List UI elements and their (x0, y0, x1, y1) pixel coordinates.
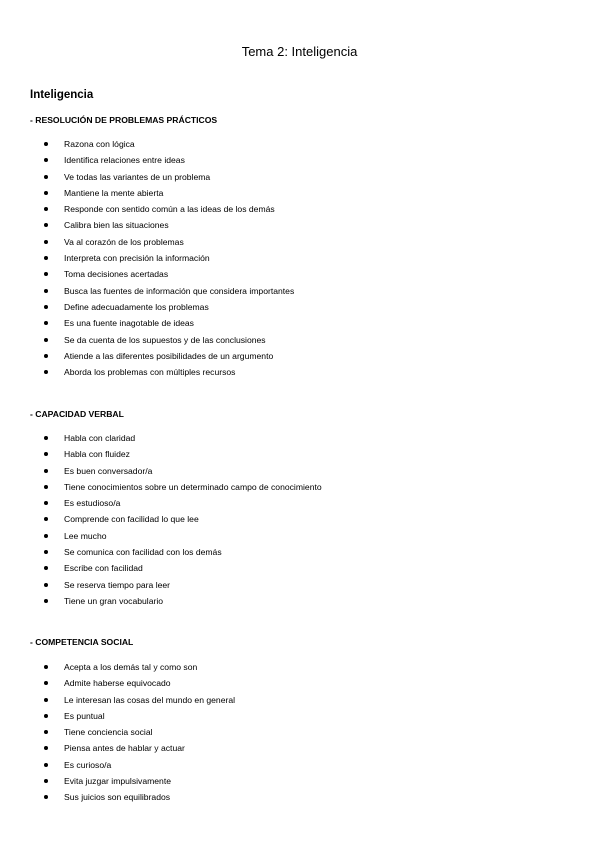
list-item (44, 169, 294, 185)
bullet-icon (44, 485, 48, 489)
list-item (44, 528, 322, 544)
bullet-icon (44, 681, 48, 685)
list-item (44, 234, 294, 250)
section-title-verbal: - CAPACIDAD VERBAL (30, 409, 124, 419)
bullet-icon (44, 272, 48, 276)
list-item-text: Tiene conciencia social (64, 727, 153, 738)
section-heading: Inteligencia (30, 89, 94, 101)
bullet-icon (44, 289, 48, 293)
list-item-text: Lee mucho (64, 530, 107, 541)
bullet-icon (44, 795, 48, 799)
section-title-social: - COMPETENCIA SOCIAL (30, 637, 134, 647)
bullet-icon (44, 223, 48, 227)
bullet-icon (44, 142, 48, 146)
list-item-text: Es una fuente inagotable de ideas (64, 318, 194, 329)
bullet-icon (44, 469, 48, 473)
bullet-icon (44, 158, 48, 162)
list-item (44, 495, 322, 511)
list-item-text: Se da cuenta de los supuestos y de las conclusiones (64, 334, 266, 345)
bullet-icon (44, 665, 48, 669)
bullet-icon (44, 550, 48, 554)
bullet-icon (44, 370, 48, 374)
document-title: Tema 2: Inteligencia (241, 44, 358, 59)
bullet-icon (44, 305, 48, 309)
list-item-text: Razona con lógica (64, 139, 135, 149)
list-item (44, 577, 322, 593)
list-item-text: Mantiene la mente abierta (64, 187, 164, 198)
bullet-icon (44, 698, 48, 702)
list-item-text: Es buen conversador/a (64, 465, 153, 476)
list-item-text: Tiene un gran vocabulario (64, 595, 164, 606)
list-item-text: Sus juicios son equilibrados (64, 792, 171, 803)
list-item-text: Identifica relaciones entre ideas (64, 155, 185, 166)
list-item (44, 430, 322, 446)
list-item (44, 544, 322, 560)
list-item-text: Ve todas las variantes de un problema (64, 171, 211, 182)
bullet-icon (44, 583, 48, 587)
list-item (44, 789, 235, 805)
list-item (44, 283, 294, 299)
list-item (44, 217, 294, 233)
bullet-icon (44, 338, 48, 342)
list-item (44, 708, 235, 724)
list-item-text: Escribe con facilidad (64, 563, 143, 574)
bullet-icon (44, 534, 48, 538)
list-item (44, 348, 294, 364)
list-verbal (44, 430, 322, 609)
list-item-text: Se reserva tiempo para leer (64, 579, 171, 590)
list-item-text: Es estudioso/a (64, 498, 121, 509)
bullet-icon (44, 779, 48, 783)
list-item (44, 724, 235, 740)
bullet-icon (44, 763, 48, 767)
list-item (44, 773, 235, 789)
list-item (44, 659, 235, 675)
list-item (44, 299, 294, 315)
list-item-text: Define adecuadamente los problemas (64, 301, 209, 312)
list-item-text: Comprende con facilidad lo que lee (64, 514, 199, 525)
list-item-text: Evita juzgar impulsivamente (64, 776, 171, 787)
list-item (44, 446, 322, 462)
list-item (44, 511, 322, 527)
list-item (44, 463, 322, 479)
list-item-text: Acepta a los demás tal y como son (64, 662, 198, 672)
bullet-icon (44, 354, 48, 358)
list-item-text: Piensa antes de hablar y actuar (64, 743, 185, 754)
list-item (44, 479, 322, 495)
list-item (44, 185, 294, 201)
list-item-text: Responde con sentido común a las ideas de los demás (64, 204, 275, 215)
list-item (44, 593, 322, 609)
list-item (44, 364, 294, 380)
list-item-text: Es curioso/a (64, 759, 112, 770)
bullet-icon (44, 714, 48, 718)
bullet-icon (44, 746, 48, 750)
list-item-text: Es puntual (64, 710, 105, 721)
list-item-text: Tiene conocimientos sobre un determinado campo de conocimiento (64, 481, 322, 492)
list-item (44, 692, 235, 708)
list-item-text: Se comunica con facilidad con los demás (64, 547, 222, 558)
list-item-text: Interpreta con precisión la información (64, 253, 210, 264)
bullet-icon (44, 321, 48, 325)
list-item (44, 315, 294, 331)
bullet-icon (44, 599, 48, 603)
bullet-icon (44, 175, 48, 179)
bullet-icon (44, 566, 48, 570)
list-item-text: Atiende a las diferentes posibilidades de un argumento (64, 350, 274, 361)
bullet-icon (44, 517, 48, 521)
list-resolucion (44, 136, 294, 380)
list-item (44, 136, 294, 152)
bullet-icon (44, 191, 48, 195)
list-item-text: Admite haberse equivocado (64, 678, 171, 689)
bullet-icon (44, 240, 48, 244)
bullet-icon (44, 436, 48, 440)
list-item (44, 332, 294, 348)
list-item-text: Toma decisiones acertadas (64, 269, 169, 280)
list-item-text: Va al corazón de los problemas (64, 236, 184, 247)
list-item-text: Calibra bien las situaciones (64, 220, 169, 231)
list-social (44, 659, 235, 806)
list-item (44, 152, 294, 168)
bullet-icon (44, 501, 48, 505)
list-item (44, 740, 235, 756)
bullet-icon (44, 207, 48, 211)
list-item-text: Habla con claridad (64, 433, 136, 443)
bullet-icon (44, 730, 48, 734)
section-title-resolucion: - RESOLUCIÓN DE PROBLEMAS PRÁCTICOS (30, 115, 218, 125)
list-item (44, 201, 294, 217)
list-item (44, 266, 294, 282)
bullet-icon (44, 452, 48, 456)
list-item (44, 757, 235, 773)
list-item (44, 675, 235, 691)
list-item-text: Busca las fuentes de información que considera importantes (64, 285, 295, 296)
bullet-icon (44, 256, 48, 260)
list-item-text: Aborda los problemas con múltiples recursos (64, 367, 236, 378)
list-item (44, 250, 294, 266)
list-item (44, 560, 322, 576)
list-item-text: Habla con fluidez (64, 449, 130, 460)
list-item-text: Le interesan las cosas del mundo en general (64, 694, 236, 705)
